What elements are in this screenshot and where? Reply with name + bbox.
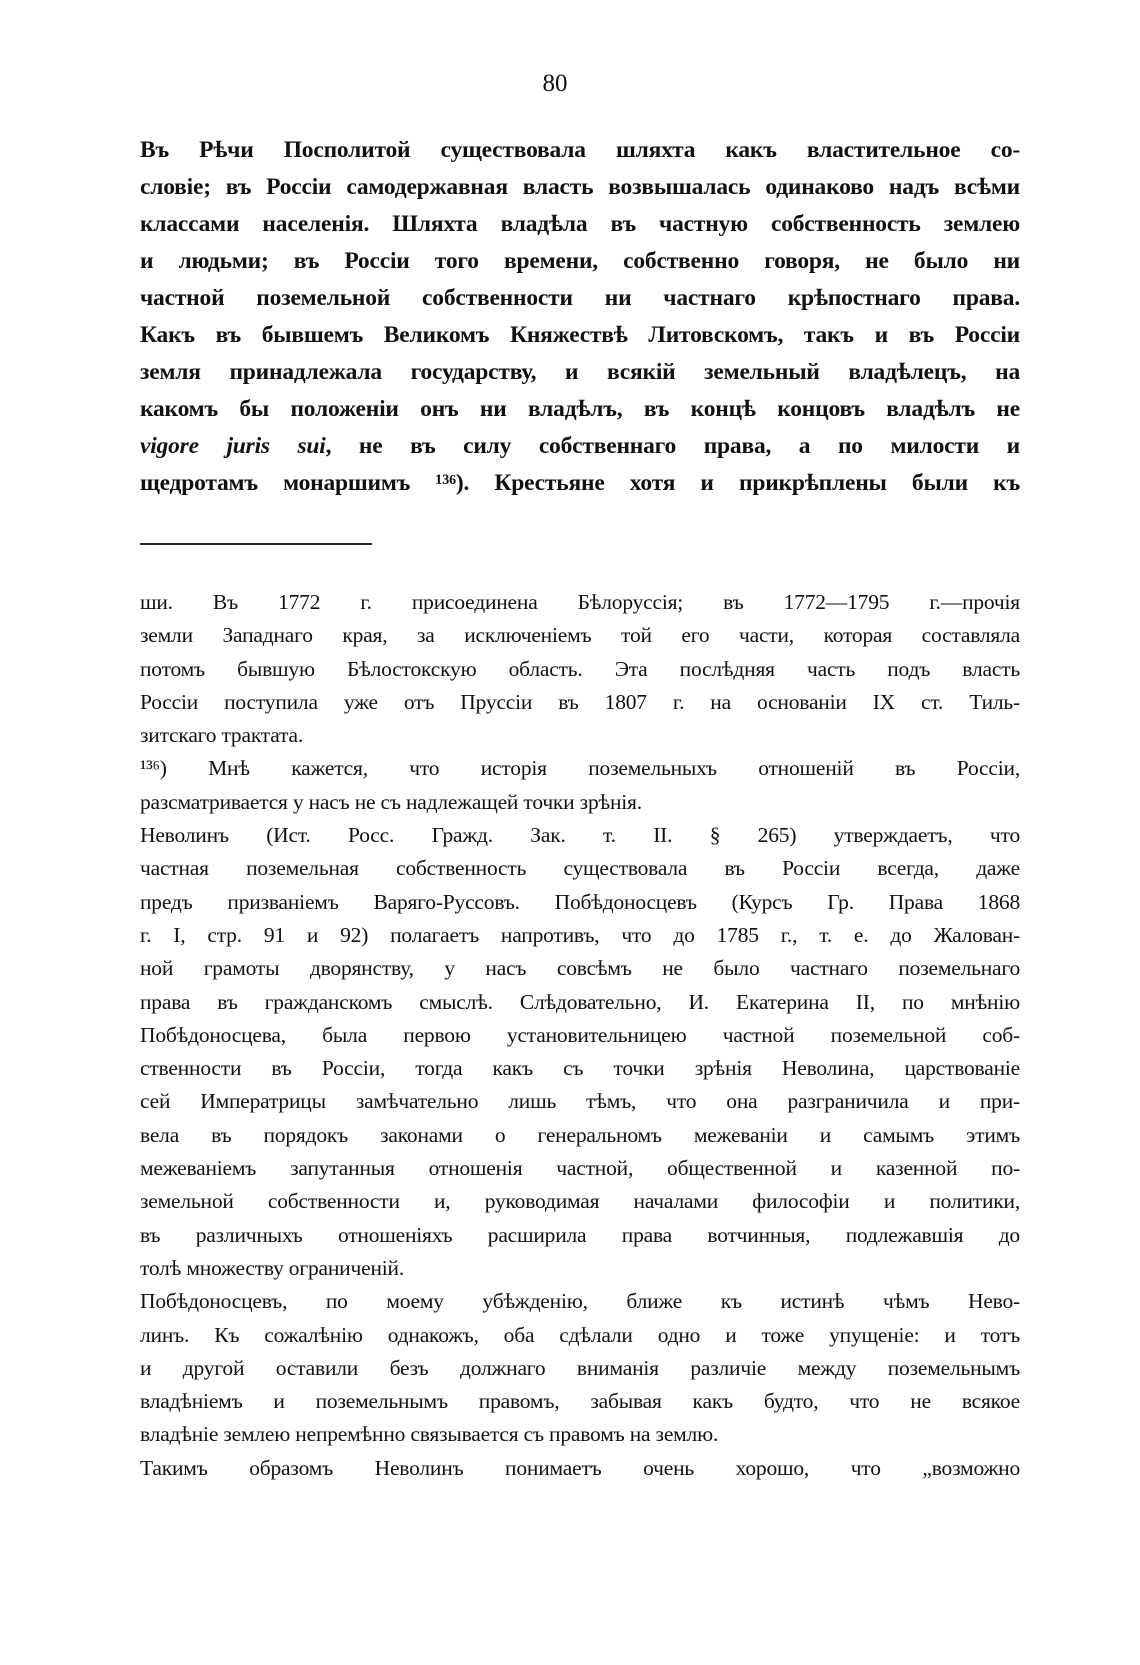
text-line: владѣніемъ и поземельнымъ правомъ, забывая какъ будто, что не всякое — [140, 1389, 1020, 1414]
text-line: земли Западнаго края, за исключеніемъ той его части, которая составляла — [140, 623, 1020, 648]
text-line: и людьми; въ Россіи того времени, собственно говоря, не было ни — [140, 248, 1020, 274]
latin-phrase: vigore juris sui — [140, 433, 326, 459]
text-line: частная поземельная собственность существовала въ Россіи всегда, даже — [140, 856, 1020, 881]
text-line: словіе; въ Россіи самодержавная власть возвышалась одинаково надъ всѣми — [140, 174, 1020, 200]
text-line: земельной собственности и, руководимая началами философіи и политики, — [140, 1189, 1020, 1214]
text-line: ши. Въ 1772 г. присоединена Бѣлоруссія; въ 1772—1795 г.—прочія — [140, 590, 1020, 614]
text-line: Какъ въ бывшемъ Великомъ Княжествѣ Литовскомъ, такъ и въ Россіи — [140, 322, 1020, 348]
footnote-divider — [140, 543, 372, 545]
text-line: щедротамъ монаршимъ ¹³⁶). Крестьяне хотя и прикрѣплены были къ — [140, 470, 1020, 496]
text-line: зитскаго трактата. — [140, 723, 304, 748]
text-line: линъ. Къ сожалѣнію однакожъ, оба сдѣлали одно и тоже упущеніе: и тотъ — [140, 1322, 1020, 1347]
text-line: Въ Рѣчи Посполитой существовала шляхта какъ властительное со- — [140, 137, 1020, 163]
text-line: Такимъ образомъ Неволинъ понимаетъ очень хорошо, что „возможно — [140, 1455, 1020, 1480]
text-line: Россіи поступила уже отъ Пруссіи въ 1807 г. на основаніи IX ст. Тиль- — [140, 689, 1020, 714]
text-line: права въ гражданскомъ смыслѣ. Слѣдовательно, И. Екатерина II, по мнѣнію — [140, 989, 1020, 1014]
text-line: разсматривается у насъ не съ надлежащей точки зрѣнія. — [140, 789, 642, 814]
main-text — [140, 132, 1020, 502]
text-line: сей Императрицы замѣчательно лишь тѣмъ, что она разграничила и при- — [140, 1089, 1020, 1114]
text-line: потомъ бывшую Бѣлостокскую область. Эта послѣдняя часть подъ власть — [140, 656, 1020, 681]
text-line: ¹³⁶) Мнѣ кажется, что исторія поземельныхъ отношеній въ Россіи, — [140, 756, 1020, 781]
text-line: Побѣдоносцева, была первою установительницею частной поземельной соб- — [140, 1022, 1020, 1047]
text-line: толѣ множеству ограниченій. — [140, 1255, 405, 1280]
text-line: Побѣдоносцевъ, по моему убѣжденію, ближе къ истинѣ чѣмъ Нево- — [140, 1289, 1020, 1314]
text-line: vigore juris sui, не въ силу собственнаго права, а по милости и — [140, 433, 1020, 459]
text-line: въ различныхъ отношеніяхъ расширила права вотчинныя, подлежавшія до — [140, 1222, 1020, 1247]
text-line: вела въ порядокъ законами о генеральномъ межеваніи и самымъ этимъ — [140, 1122, 1020, 1147]
text-line: межеваніемъ запутанныя отношенія частной, общественной и казенной по- — [140, 1156, 1020, 1181]
text-line: владѣніе землею непремѣнно связывается съ правомъ на землю. — [140, 1422, 719, 1447]
text-line: ственности въ Россіи, тогда какъ съ точки зрѣнія Неволина, царствованіе — [140, 1056, 1020, 1081]
text-line: ной грамоты дворянству, у насъ совсѣмъ не было частнаго поземельнаго — [140, 956, 1020, 981]
text-line: и другой оставили безъ должнаго вниманія различіе между поземельнымъ — [140, 1355, 1020, 1380]
text-line: классами населенія. Шляхта владѣла въ частную собственность землею — [140, 211, 1020, 237]
text-line: предъ призваніемъ Варяго-Руссовъ. Побѣдоносцевъ (Курсъ Гр. Права 1868 — [140, 889, 1020, 914]
text-line: земля принадлежала государству, и всякій земельный владѣлецъ, на — [140, 359, 1020, 385]
footnotes — [140, 586, 1020, 1485]
page-number: 80 — [542, 70, 568, 97]
text-line: какомъ бы положеніи онъ ни владѣлъ, въ концѣ концовъ владѣлъ не — [140, 396, 1020, 422]
text-line: частной поземельной собственности ни частнаго крѣпостнаго права. — [140, 285, 1020, 311]
text-line: г. I, стр. 91 и 92) полагаетъ напротивъ, что до 1785 г., т. е. до Жалован- — [140, 922, 1021, 947]
text-line: Неволинъ (Ист. Росс. Гражд. Зак. т. II. § 265) утверждаетъ, что — [140, 823, 1020, 848]
